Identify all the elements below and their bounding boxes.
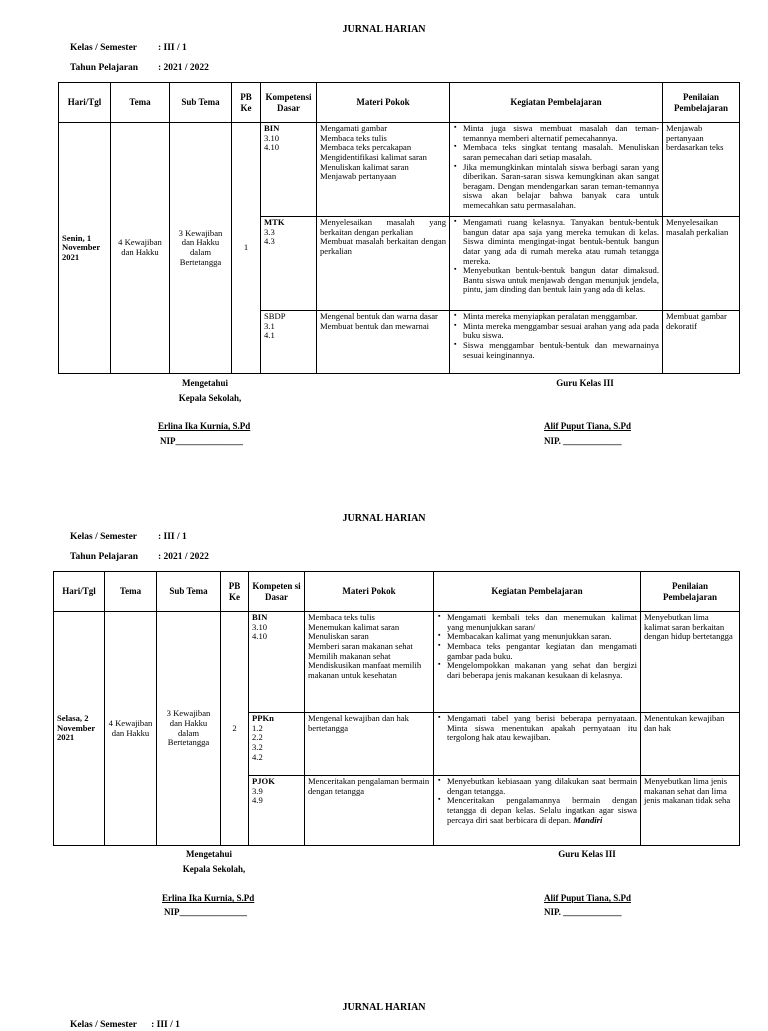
- kd-numbers: 3.10 4.10: [252, 621, 268, 642]
- subject-code: PPKn: [252, 713, 274, 723]
- class-semester-value: : III / 1: [158, 532, 187, 542]
- header-kd: Kompeten si Dasar: [249, 572, 305, 612]
- kegiatan-cell: [434, 612, 641, 713]
- kepsek-label: Kepala Sekolah,: [182, 864, 246, 874]
- subject-code: BIN: [252, 612, 268, 622]
- day-date-cell: Senin, 1 November 2021: [59, 123, 111, 374]
- kepsek-nip: NIP_______________: [164, 907, 247, 917]
- table-row: [54, 612, 740, 713]
- penilaian-cell: Membuat gambar dekoratif: [663, 311, 740, 374]
- class-semester-label: Kelas / Semester: [70, 532, 138, 542]
- kd-numbers: 3.10 4.10: [264, 132, 280, 153]
- kepsek-nip: NIP_______________: [160, 436, 243, 446]
- class-semester-line: [70, 532, 187, 543]
- header-hari: Hari/Tgl: [54, 572, 105, 612]
- kegiatan-item-text: Mengamati ruang kelasnya. Tanyakan bentuk-bentuk bangun datar apa saja yang mereka temukan di kelas. Siswa diminta mengingat-ingat bentuk-bentuk bangun datar yang ada di rumah mereka atau rumah tetangga mereka.: [463, 217, 659, 266]
- kegiatan-item-text: Menceritakan pengalamannya bermain dengan tetangga di depan kelas. Selalu ingatkan agar siswa percaya diri saat berbicara di depan.: [447, 795, 637, 825]
- subject-code: MTK: [264, 217, 285, 227]
- subject-code: BIN: [264, 123, 280, 133]
- school-year-value: : 2021 / 2022: [158, 63, 209, 73]
- journal-title: JURNAL HARIAN: [342, 513, 426, 524]
- pb-cell: 2: [221, 612, 249, 846]
- guru-nip: NIP. _____________: [544, 436, 622, 446]
- kd-cell: [261, 311, 317, 374]
- kegiatan-item-text: Siswa menggambar bentuk-bentuk dan mewarnainya sesuai keinginannya.: [463, 339, 659, 360]
- subject-code: SBDP: [264, 311, 286, 321]
- header-hari: Hari/Tgl: [59, 83, 111, 123]
- header-kegiatan: Kegiatan Pembelajaran: [450, 83, 663, 123]
- kegiatan-item-text: Membacakan kalimat yang menunjukkan saran.: [447, 631, 612, 642]
- kegiatan-item: [463, 163, 659, 211]
- kegiatan-list: [437, 777, 637, 825]
- kegiatan-item: [463, 124, 659, 143]
- kegiatan-item: [463, 341, 659, 360]
- kepsek-name: Erlina Ika Kurnia, S.Pd: [158, 421, 251, 431]
- materi-cell: Mengenal bentuk dan warna dasar Membuat bentuk dan mewarnai: [317, 311, 450, 374]
- header-subtema: Sub Tema: [170, 83, 232, 123]
- kegiatan-item: [463, 266, 659, 295]
- mengetahui-label: Mengetahui: [186, 849, 232, 859]
- school-year-label: Tahun Pelajaran: [70, 552, 139, 562]
- guru-label: Guru Kelas III: [556, 378, 614, 388]
- header-kegiatan: Kegiatan Pembelajaran: [434, 572, 641, 612]
- journal-title: JURNAL HARIAN: [342, 24, 426, 35]
- materi-cell: Menceritakan pengalaman bermain dengan tetangga: [305, 776, 434, 846]
- kegiatan-item: [447, 796, 637, 825]
- journal-title: JURNAL HARIAN: [342, 1002, 426, 1013]
- penilaian-cell: Menyebutkan lima jenis makanan sehat dan lima jenis makanan tidak seha: [641, 776, 740, 846]
- school-year-value: : 2021 / 2022: [158, 552, 209, 562]
- header-pb: PB Ke: [232, 83, 261, 123]
- kegiatan-cell: [434, 776, 641, 846]
- class-semester-line-partial: Kelas / Semester : III / 1: [70, 1020, 180, 1030]
- journal-table-2: [53, 571, 740, 846]
- kegiatan-item: [463, 143, 659, 162]
- kd-numbers: 3.3 4.3: [264, 226, 275, 247]
- kegiatan-item-text: Mengelompokkan makanan yang sehat dan bergizi dari beberapa jenis makanan kesukaan di kelasnya.: [447, 660, 637, 680]
- kegiatan-item: [447, 714, 637, 743]
- kegiatan-cell: [450, 217, 663, 311]
- header-kd: Kompetensi Dasar: [261, 83, 317, 123]
- mandiri-tag: Mandiri: [573, 814, 603, 825]
- school-year-label: Tahun Pelajaran: [70, 63, 139, 73]
- header-tema: Tema: [105, 572, 157, 612]
- kegiatan-cell: [434, 713, 641, 776]
- kegiatan-list: [453, 312, 659, 360]
- penilaian-cell: Menentukan kewajiban dan hak: [641, 713, 740, 776]
- kegiatan-list: [437, 714, 637, 743]
- kd-numbers: 3.1 4.1: [264, 320, 275, 341]
- kegiatan-item-text: Menyebutkan bentuk-bentuk bangun datar dimaksud. Bantu siswa untuk menjawab dengan menunjuk jendela, pintu, jam dinding dan bentuk lain yang ada di kelas.: [463, 265, 659, 295]
- kegiatan-item: [447, 661, 637, 680]
- school-year-line: [70, 552, 209, 563]
- day-date-cell: Selasa, 2 November 2021: [54, 612, 105, 846]
- school-year-line: [70, 63, 209, 74]
- guru-name: Alif Puput Tiana, S.Pd: [544, 421, 631, 431]
- tema-cell: 4 Kewajiban dan Hakku: [111, 123, 170, 374]
- kegiatan-item-text: Minta mereka menggambar sesuai arahan yang ada pada buku siswa.: [463, 320, 659, 341]
- kd-cell: [261, 217, 317, 311]
- kegiatan-item-text: Minta mereka menyiapkan peralatan menggambar.: [463, 311, 638, 321]
- kegiatan-item: [447, 777, 637, 796]
- subtema-cell: 3 Kewajiban dan Hakku dalam Bertetangga: [170, 123, 232, 374]
- kegiatan-item-text: Jika memungkinkan mintalah siswa berbagi saran yang diberikan. Saran-saran siswa kemungkinan akan sangat beragam. Dengan mendengarkan saran teman-temannya siswa akan belajar bahwa banyak cara untuk memecahkan satu permasalahan.: [463, 161, 659, 210]
- kegiatan-item: [463, 218, 659, 266]
- table-header-row: [54, 572, 740, 612]
- kd-cell: [249, 776, 305, 846]
- kegiatan-item-text: Mengamati kembali teks dan menemukan kalimat yang menunjukkan saran/: [447, 612, 637, 632]
- guru-label: Guru Kelas III: [558, 849, 616, 859]
- kegiatan-item-text: Membaca teks pengantar kegiatan dan mengamati gambar pada buku.: [447, 640, 637, 661]
- header-subtema: Sub Tema: [157, 572, 221, 612]
- class-semester-label: Kelas / Semester: [70, 43, 138, 53]
- materi-cell: Menyelesaikan masalah yang berkaitan dengan perkalian Membuat masalah berkaitan dengan perkalian: [317, 217, 450, 311]
- kegiatan-item: [463, 322, 659, 341]
- penilaian-cell: Menyelesaikan masalah perkalian: [663, 217, 740, 311]
- header-pb: PB Ke: [221, 572, 249, 612]
- class-semester-line: [70, 43, 187, 54]
- class-semester-value: : III / 1: [158, 43, 187, 53]
- kd-cell: [249, 713, 305, 776]
- kegiatan-item-text: Membaca teks singkat tentang masalah. Menuliskan saran pemecahan dari setiap masalah.: [463, 142, 659, 162]
- header-tema: Tema: [111, 83, 170, 123]
- kegiatan-list: [453, 124, 659, 211]
- table-header-row: [59, 83, 740, 123]
- materi-cell: Membaca teks tulis Menemukan kalimat saran Menuliskan saran Memberi saran makanan sehat Memilih makanan sehat Mendiskusikan manfaat memilih makanan untuk kesehatan: [305, 612, 434, 713]
- kepsek-label: Kepala Sekolah,: [178, 393, 242, 403]
- kd-cell: [261, 123, 317, 217]
- materi-cell: Mengamati gambar Membaca teks tulis Membaca teks percakapan Mengidentifikasi kalimat saran Menuliskan kalimat saran Menjawab pertanyaan: [317, 123, 450, 217]
- journal-table-1: [58, 82, 740, 374]
- pb-cell: 1: [232, 123, 261, 374]
- kd-cell: [249, 612, 305, 713]
- kd-numbers: 1.2 2.2 3.2 4.2: [252, 722, 263, 762]
- materi-cell: Mengenal kewajiban dan hak bertetangga: [305, 713, 434, 776]
- kegiatan-list: [453, 218, 659, 295]
- kegiatan-cell: [450, 311, 663, 374]
- guru-name: Alif Puput Tiana, S.Pd: [544, 893, 631, 903]
- penilaian-cell: Menjawab pertanyaan berdasarkan teks: [663, 123, 740, 217]
- kegiatan-item-text: Mengamati tabel yang berisi beberapa pernyataan. Minta siswa menentukan apakah pernyataan itu tergolong hak atau kewajiban.: [447, 713, 637, 743]
- table-row: [59, 123, 740, 217]
- kepsek-name: Erlina Ika Kurnia, S.Pd: [162, 893, 255, 903]
- header-materi: Materi Pokok: [317, 83, 450, 123]
- kegiatan-item-text: Menyebutkan kebiasaan yang dilakukan saat bermain dengan tetangga.: [447, 776, 637, 796]
- kegiatan-item: [447, 613, 637, 632]
- mengetahui-label: Mengetahui: [182, 378, 228, 388]
- kd-numbers: 3.9 4.9: [252, 785, 263, 806]
- header-penilaian: Penilaian Pembelajaran: [663, 83, 740, 123]
- penilaian-cell: Menyebutkan lima kalimat saran berkaitan dengan hidup bertetangga: [641, 612, 740, 713]
- header-materi: Materi Pokok: [305, 572, 434, 612]
- subtema-cell: 3 Kewajiban dan Hakku dalam Bertetangga: [157, 612, 221, 846]
- kegiatan-item: [447, 642, 637, 661]
- kegiatan-item-text: Minta juga siswa membuat masalah dan teman-temannya memberi alternatif pemecahannya.: [463, 123, 659, 143]
- tema-cell: 4 Kewajiban dan Hakku: [105, 612, 157, 846]
- kegiatan-list: [437, 613, 637, 680]
- guru-nip: NIP. _____________: [544, 907, 622, 917]
- kegiatan-cell: [450, 123, 663, 217]
- header-penilaian: Penilaian Pembelajaran: [641, 572, 740, 612]
- subject-code: PJOK: [252, 776, 275, 786]
